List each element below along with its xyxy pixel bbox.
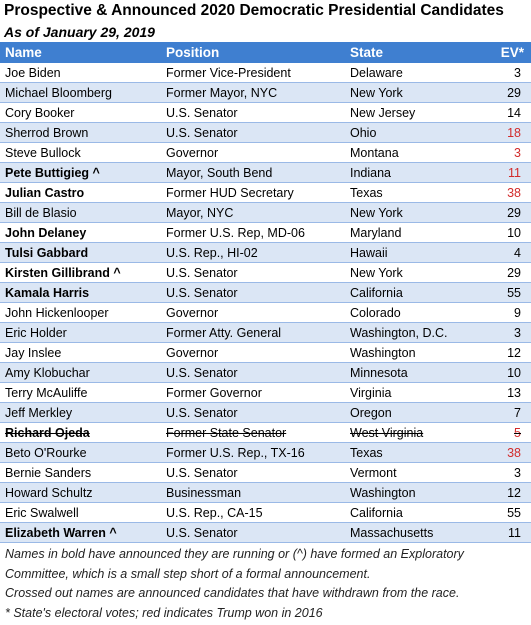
table-row <box>0 343 531 363</box>
candidate-state: California <box>350 286 403 300</box>
electoral-votes: 55 <box>507 506 521 520</box>
table-row <box>0 503 531 523</box>
candidate-state: New Jersey <box>350 106 416 120</box>
electoral-votes: 3 <box>514 466 521 480</box>
electoral-votes: 38 <box>507 446 521 460</box>
candidate-state: West Virginia <box>350 426 424 440</box>
electoral-votes: 29 <box>507 206 521 220</box>
header-ev: EV* <box>500 45 524 60</box>
table-row <box>0 523 531 543</box>
candidate-name: Cory Booker <box>5 106 75 120</box>
candidate-position: Former Mayor, NYC <box>166 86 278 100</box>
candidate-name: Jeff Merkley <box>5 406 73 420</box>
candidate-name: Elizabeth Warren ^ <box>5 526 117 540</box>
footnote-line: Crossed out names are announced candidates that have withdrawn from the race. <box>5 586 460 600</box>
table-row <box>0 63 531 83</box>
candidate-name: John Delaney <box>5 226 87 240</box>
candidate-state: Indiana <box>350 166 392 180</box>
candidate-position: U.S. Rep., CA-15 <box>166 506 263 520</box>
electoral-votes: 5 <box>514 426 521 440</box>
candidate-name: Terry McAuliffe <box>5 386 88 400</box>
electoral-votes: 55 <box>507 286 521 300</box>
electoral-votes: 10 <box>507 226 521 240</box>
page-title: Prospective & Announced 2020 Democratic Presidential Candidates <box>0 0 531 23</box>
candidate-position: U.S. Senator <box>166 126 238 140</box>
candidate-name: Richard Ojeda <box>5 426 90 440</box>
candidate-position: Governor <box>166 306 219 320</box>
candidate-name: Michael Bloomberg <box>5 86 112 100</box>
candidate-state: Vermont <box>350 466 397 480</box>
candidate-position: Former HUD Secretary <box>166 186 294 200</box>
candidate-position: Governor <box>166 346 219 360</box>
candidate-state: Washington <box>350 486 416 500</box>
electoral-votes: 3 <box>514 326 521 340</box>
candidate-position: U.S. Senator <box>166 286 238 300</box>
footnote-line: * State's electoral votes; red indicates Trump won in 2016 <box>5 605 323 620</box>
table-row <box>0 263 531 283</box>
candidate-position: U.S. Senator <box>166 266 238 280</box>
candidate-state: Virginia <box>350 386 392 400</box>
candidate-position: Former U.S. Rep, MD-06 <box>166 226 305 240</box>
electoral-votes: 29 <box>507 266 521 280</box>
candidate-state: Colorado <box>350 306 401 320</box>
header-position: Position <box>166 45 220 60</box>
table-row <box>0 183 531 203</box>
electoral-votes: 10 <box>507 366 521 380</box>
table-row <box>0 363 531 383</box>
table-row <box>0 123 531 143</box>
electoral-votes: 9 <box>514 306 521 320</box>
footnotes <box>0 543 531 623</box>
table-row <box>0 223 531 243</box>
table-row <box>0 163 531 183</box>
electoral-votes: 18 <box>507 126 521 140</box>
candidate-name: John Hickenlooper <box>5 306 109 320</box>
candidate-state: Ohio <box>350 126 377 140</box>
table-row <box>0 443 531 463</box>
candidate-name: Bernie Sanders <box>5 466 92 480</box>
electoral-votes: 29 <box>507 86 521 100</box>
table-row <box>0 423 531 443</box>
table-row <box>0 383 531 403</box>
candidate-position: U.S. Senator <box>166 526 238 540</box>
table-row <box>0 303 531 323</box>
candidate-state: Texas <box>350 186 383 200</box>
electoral-votes: 11 <box>508 526 521 540</box>
candidate-state: Maryland <box>350 226 402 240</box>
table-row <box>0 483 531 503</box>
candidate-position: Former Atty. General <box>166 326 282 340</box>
electoral-votes: 14 <box>507 106 521 120</box>
table-row <box>0 103 531 123</box>
candidate-state: New York <box>350 266 403 280</box>
candidate-name: Julian Castro <box>5 186 85 200</box>
header-name: Name <box>5 45 42 60</box>
candidate-position: Former U.S. Rep., TX-16 <box>166 446 305 460</box>
page-subtitle: As of January 29, 2019 <box>4 24 155 40</box>
electoral-votes: 11 <box>508 166 521 180</box>
header-state: State <box>350 45 384 60</box>
table-header <box>0 42 531 63</box>
candidate-position: U.S. Senator <box>166 106 238 120</box>
candidate-name: Howard Schultz <box>5 486 93 500</box>
candidate-position: U.S. Senator <box>166 406 238 420</box>
candidate-state: Texas <box>350 446 383 460</box>
candidate-state: Hawaii <box>350 246 388 260</box>
candidate-name: Beto O'Rourke <box>5 446 87 460</box>
candidate-name: Tulsi Gabbard <box>5 246 89 260</box>
candidate-name: Joe Biden <box>5 66 61 80</box>
candidate-state: Washington <box>350 346 416 360</box>
electoral-votes: 12 <box>507 486 521 500</box>
candidate-position: Former Governor <box>166 386 262 400</box>
candidate-state: New York <box>350 206 403 220</box>
candidate-position: U.S. Senator <box>166 366 238 380</box>
candidate-position: U.S. Rep., HI-02 <box>166 246 258 260</box>
electoral-votes: 3 <box>514 146 521 160</box>
candidate-state: Delaware <box>350 66 403 80</box>
candidate-state: California <box>350 506 403 520</box>
electoral-votes: 12 <box>507 346 521 360</box>
candidate-state: Oregon <box>350 406 392 420</box>
candidate-name: Bill de Blasio <box>5 206 77 220</box>
candidate-name: Eric Swalwell <box>5 506 79 520</box>
electoral-votes: 38 <box>507 186 521 200</box>
candidate-position: Former Vice-President <box>166 66 291 80</box>
candidate-name: Amy Klobuchar <box>5 366 90 380</box>
candidate-state: Washington, D.C. <box>350 326 448 340</box>
candidate-name: Eric Holder <box>5 326 67 340</box>
table-row <box>0 323 531 343</box>
table-row <box>0 143 531 163</box>
electoral-votes: 13 <box>507 386 521 400</box>
table-row <box>0 403 531 423</box>
candidate-name: Kirsten Gillibrand ^ <box>5 266 121 280</box>
candidate-position: Businessman <box>166 486 242 500</box>
candidate-position: Former State Senator <box>166 426 287 440</box>
candidate-name: Jay Inslee <box>5 346 62 360</box>
candidate-position: Mayor, NYC <box>166 206 234 220</box>
table-row <box>0 83 531 103</box>
footnote-line: Names in bold have announced they are running or (^) have formed an Exploratory <box>5 547 464 561</box>
table-row <box>0 203 531 223</box>
table-body <box>0 63 531 543</box>
candidate-name: Pete Buttigieg ^ <box>5 166 100 180</box>
table-row <box>0 283 531 303</box>
electoral-votes: 4 <box>514 246 521 260</box>
candidate-position: Mayor, South Bend <box>166 166 273 180</box>
candidate-position: Governor <box>166 146 219 160</box>
table-row <box>0 243 531 263</box>
candidate-state: Minnesota <box>350 366 408 380</box>
candidate-name: Kamala Harris <box>5 286 90 300</box>
candidate-state: Massachusetts <box>350 526 434 540</box>
footnote-line: Committee, which is a small step short of a formal announcement. <box>5 566 371 581</box>
electoral-votes: 3 <box>514 66 521 80</box>
candidate-name: Steve Bullock <box>5 146 81 160</box>
candidate-name: Sherrod Brown <box>5 126 89 140</box>
table-row <box>0 463 531 483</box>
candidate-position: U.S. Senator <box>166 466 238 480</box>
candidate-state: Montana <box>350 146 399 160</box>
electoral-votes: 7 <box>514 406 521 420</box>
candidate-state: New York <box>350 86 403 100</box>
